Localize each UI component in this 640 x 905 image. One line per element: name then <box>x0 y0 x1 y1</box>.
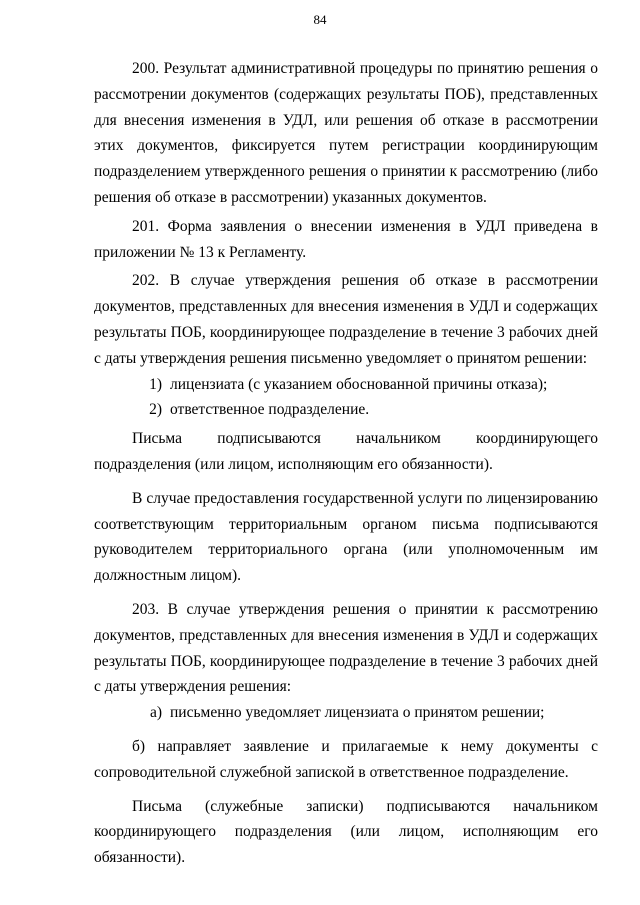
list-item-text: ответственное подразделение. <box>170 401 370 419</box>
paragraph-201: 201. Форма заявления о внесении изменения в УДЛ приведена в приложении № 13 к Регламенту. <box>94 217 598 261</box>
paragraph-203-b: б) направляет заявление и прилагаемые к нему документы с сопроводительной служебной запиской в ответственное подразделение. <box>94 737 598 781</box>
paragraph-202-signing: Письма подписываются начальником координирующего подразделения (или лицом, исполняющим его обязанности). <box>94 430 598 473</box>
list-item-marker: 2) <box>149 401 162 419</box>
list-item-text: письменно уведомляет лицензиата о принятом решении; <box>170 704 545 722</box>
paragraph-202: 202. В случае утверждения решения об отказе в рассмотрении документов, представленных для внесения изменения в УДЛ и содержащих результаты ПОБ, координирующее подразделение в течение 3 рабочих дней с даты утверждения решения письменно уведомляет о принятом решении: <box>94 272 598 367</box>
list-item <box>94 372 598 398</box>
list-item-text: лицензиата (с указанием обоснованной причины отказа); <box>170 375 548 393</box>
list-item-marker: а) <box>149 704 162 722</box>
paragraph-203: 203. В случае утверждения решения о принятии к рассмотрению документов, представленных для внесения изменения в УДЛ и содержащих результаты ПОБ, координирующее подразделение в течение 3 рабочих дней с даты утверждения решения: <box>94 600 598 696</box>
document-body <box>94 56 598 871</box>
paragraph-202-territorial: В случае предоставления государственной услуги по лицензированию соответствующим территориальным органом письма подписываются руководителем территориального органа (или уполномоченным им должностным лицом). <box>94 489 598 585</box>
paragraph-203-signing: Письма (служебные записки) подписываются начальником координирующего подразделения (или лицом, исполняющим его обязанности). <box>94 797 598 867</box>
page-number: 84 <box>313 12 327 27</box>
list-item <box>94 397 598 423</box>
list-item <box>94 700 598 726</box>
paragraph-200: 200. Результат административной процедуры по принятию решения о рассмотрении документов (содержащих результаты ПОБ), представленных для внесения изменения в УДЛ, или решения об отказе в рассмотрении этих документов, фиксируется путем регистрации координирующим подразделением утвержденного решения о принятии к рассмотрению (либо решения об отказе в рассмотрении) указанных документов. <box>94 60 598 206</box>
list-item-marker: 1) <box>149 375 162 393</box>
